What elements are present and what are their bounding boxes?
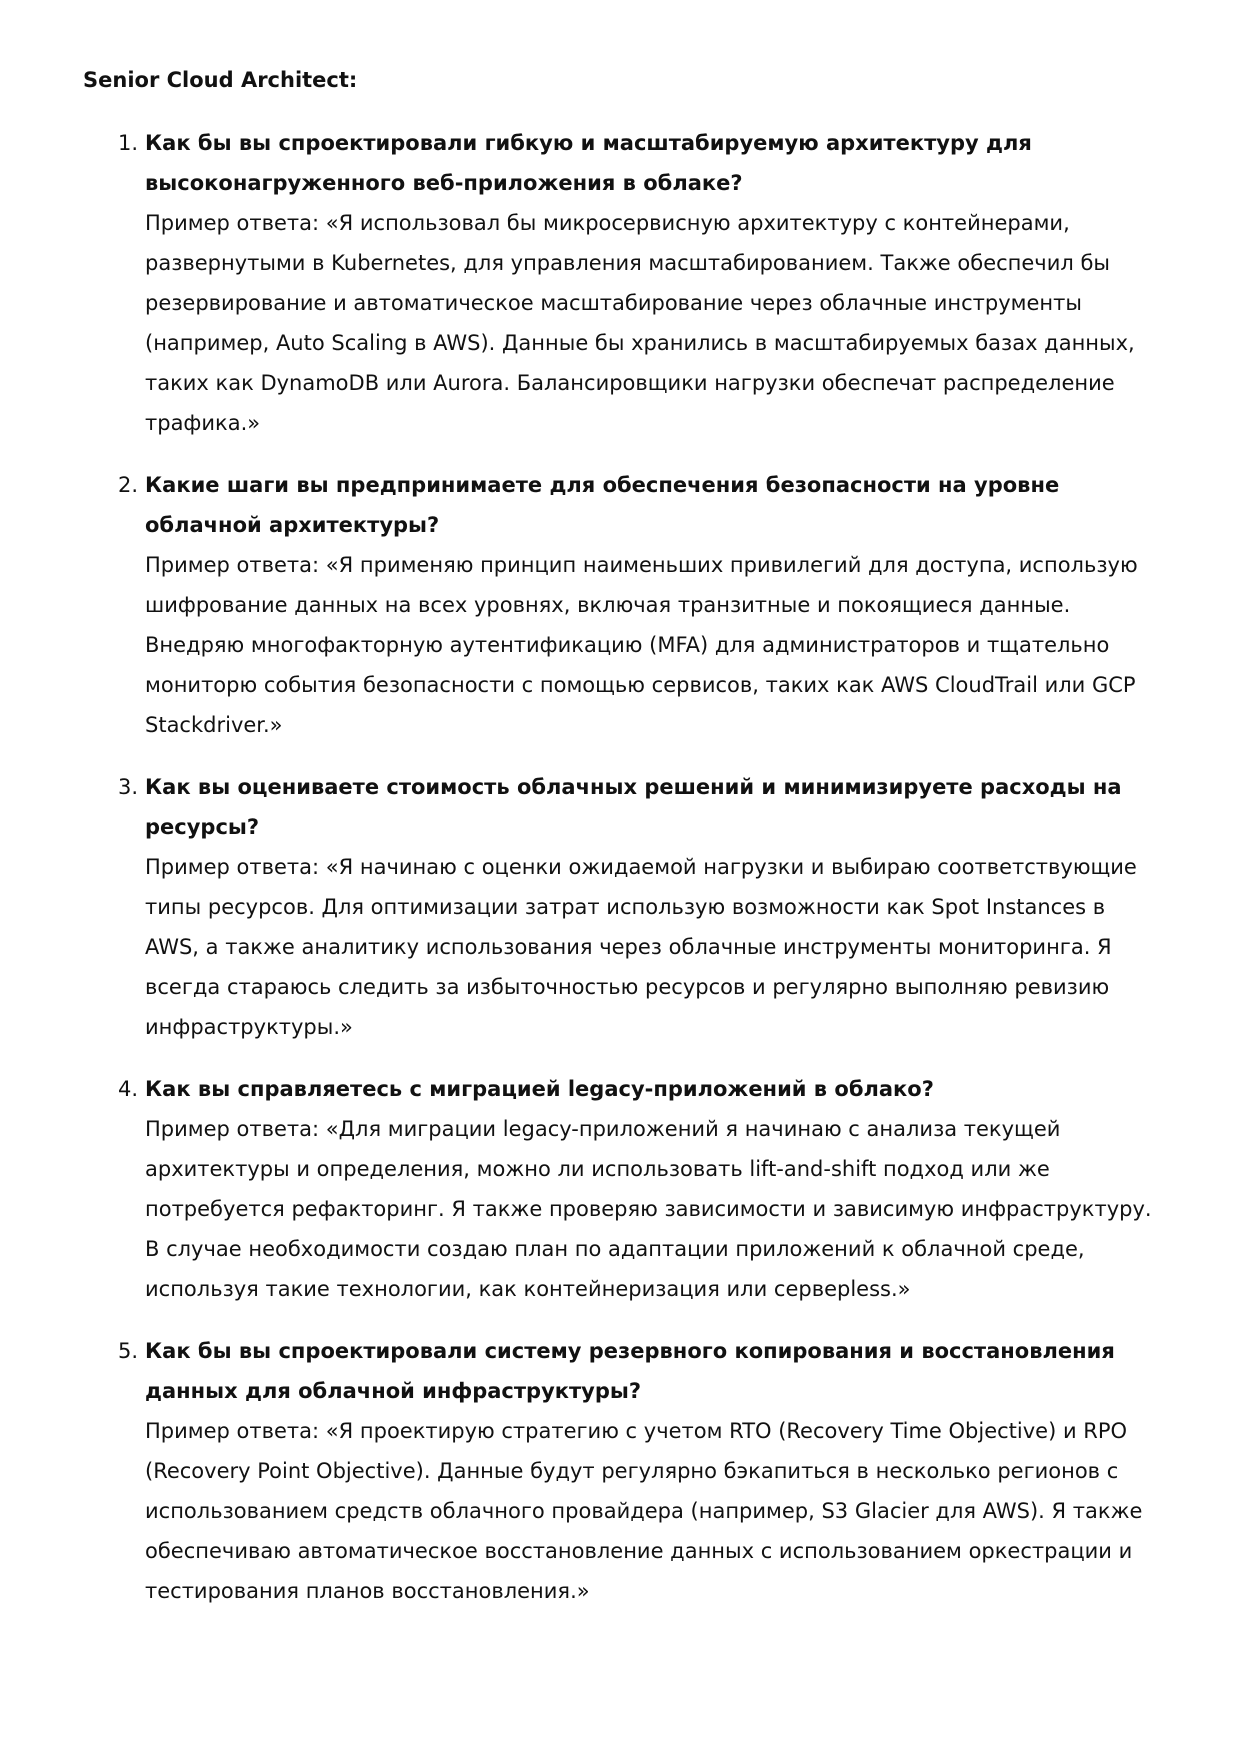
list-item-3 xyxy=(118,767,1163,1047)
list-number: 4. xyxy=(118,1077,139,1101)
question-text: Как вы оцениваете стоимость облачных решений и минимизируете расходы на ресурсы? xyxy=(145,775,1122,839)
question-text: Как бы вы спроектировали систему резервного копирования и восстановления данных для облачной инфраструктуры? xyxy=(145,1339,1115,1403)
answer-text: Пример ответа: «Я применяю принцип наименьших привилегий для доступа, использую шифрование данных на всех уровнях, включая транзитные и покоящиеся данные. Внедряю многофакторную аутентификацию (MFA) для администраторов и тщательно мониторю события безопасности с помощью сервисов, таких как AWS CloudTrail или GCP Stackdriver.» xyxy=(145,553,1138,737)
list-number: 3. xyxy=(118,775,139,799)
list-item-1 xyxy=(118,123,1163,443)
question-list xyxy=(118,123,1163,1633)
question-text: Как вы справляетесь с миграцией legacy-приложений в облако? xyxy=(145,1077,934,1101)
list-number: 1. xyxy=(118,131,139,155)
question-text: Как бы вы спроектировали гибкую и масштабируемую архитектуру для высоконагруженного веб-приложения в облаке? xyxy=(145,131,1032,195)
list-number: 2. xyxy=(118,473,139,497)
answer-text: Пример ответа: «Я использовал бы микросервисную архитектуру с контейнерами, развернутыми в Kubernetes, для управления масштабированием. Также обеспечил бы резервирование и автоматическое масштабирование через облачные инструменты (например, Auto Scaling в AWS). Данные бы хранились в масштабируемых базах данных, таких как DynamoDB или Aurora. Балансировщики нагрузки обеспечат распределение трафика.» xyxy=(145,211,1135,435)
answer-text: Пример ответа: «Я начинаю с оценки ожидаемой нагрузки и выбираю соответствующие типы ресурсов. Для оптимизации затрат использую возможности как Spot Instances в AWS, а также аналитику использования через облачные инструменты мониторинга. Я всегда стараюсь следить за избыточностью ресурсов и регулярно выполняю ревизию инфраструктуры.» xyxy=(145,855,1137,1039)
question-text: Какие шаги вы предпринимаете для обеспечения безопасности на уровне облачной архитектуры? xyxy=(145,473,1060,537)
list-item-5 xyxy=(118,1331,1163,1611)
list-number: 5. xyxy=(118,1339,139,1363)
page-title: Senior Cloud Architect: xyxy=(83,68,358,92)
answer-text: Пример ответа: «Я проектирую стратегию с учетом RTO (Recovery Time Objective) и RPO (Recovery Point Objective). Данные будут регулярно бэкапиться в несколько регионов с использованием средств облачного провайдера (например, S3 Glacier для AWS). Я также обеспечиваю автоматическое восстановление данных с использованием оркестрации и тестирования планов восстановления.» xyxy=(145,1419,1143,1603)
answer-text: Пример ответа: «Для миграции legacy-приложений я начинаю с анализа текущей архитектуры и определения, можно ли использовать lift-and-shift подход или же потребуется рефакторинг. Я также проверяю зависимости и зависимую инфраструктуру. В случае необходимости создаю план по адаптации приложений к облачной среде, используя такие технологии, как контейнеризация или серверless.» xyxy=(145,1117,1152,1301)
list-item-2 xyxy=(118,465,1163,745)
list-item-4 xyxy=(118,1069,1163,1309)
